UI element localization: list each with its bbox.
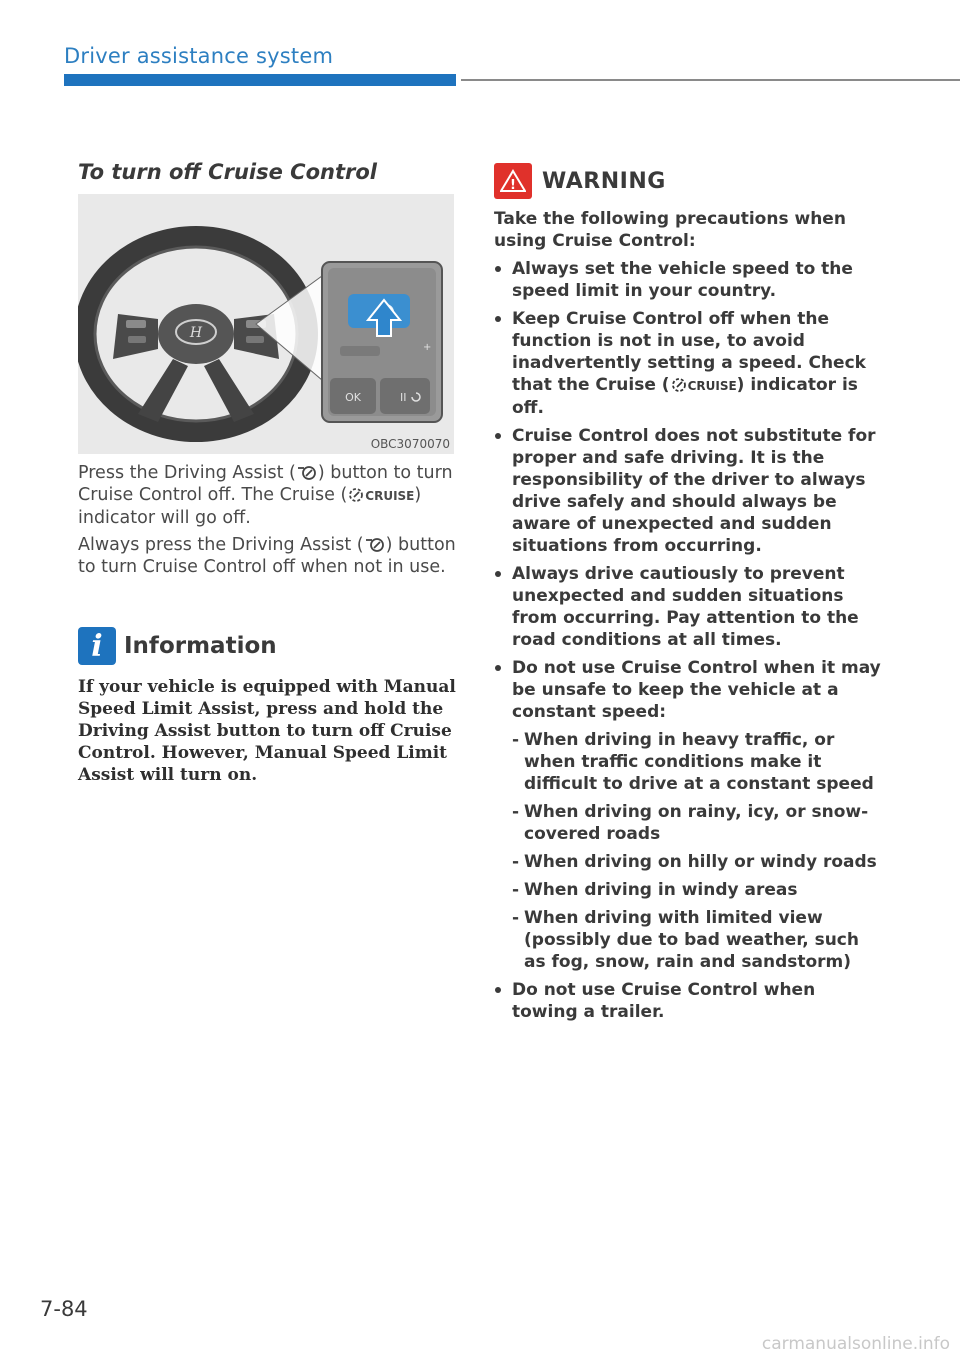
warning-badge-glyph: ! (510, 178, 516, 193)
svg-text:II: II (400, 391, 407, 404)
information-title: Information (124, 633, 277, 659)
para2-text-a: Always press the Driving Assist ( (78, 535, 364, 555)
paragraph-press-driving-assist (78, 462, 458, 529)
warning-subitem: - When driving on rainy, icy, or snow-covered roads (512, 802, 869, 844)
warning-item: Do not use Cruise Control when towing a trailer. (494, 979, 884, 1023)
watermark: carmanualsonline.info (761, 1334, 950, 1354)
warning-item-text-b: ) indicator is off. (512, 375, 858, 418)
para2-text-b: ) button to turn Cruise Control off when not in use. (78, 535, 456, 577)
para1-text-c: ) indicator will go off. (78, 485, 422, 528)
warning-item: Always set the vehicle speed to the speed limit in your country. (494, 258, 884, 302)
warning-subitem: - When driving in windy areas (512, 880, 798, 900)
warning-item-text: Do not use Cruise Control when it may be unsafe to keep the vehicle at a constant speed: (512, 658, 881, 722)
warning-item (494, 308, 884, 419)
section-title: To turn off Cruise Control (78, 160, 377, 184)
inset-ok-label: OK (345, 391, 361, 404)
warning-triangle-icon (494, 163, 532, 199)
information-heading (78, 626, 277, 666)
warning-intro: Take the following precautions when using Cruise Control: (494, 209, 846, 251)
warning-item (494, 657, 884, 973)
warning-subitem: - When driving in heavy traffic, or when traffic conditions make it difficult to drive at a constant speed (512, 730, 874, 794)
warning-body (494, 208, 884, 1029)
figure-caption: OBC3070070 (370, 437, 450, 451)
cruise-label: CRUISE (365, 489, 415, 503)
page-number: 7-84 (40, 1297, 88, 1321)
steering-wheel-illustration (78, 194, 454, 454)
header-accent-bar (64, 74, 456, 86)
driving-assist-icon (296, 463, 318, 481)
warning-heading (494, 162, 666, 200)
running-header: Driver assistance system (64, 44, 334, 68)
warning-item: Always drive cautiously to prevent unexpected and sudden situations from occurring. Pay attention to the road conditions at all times. (494, 563, 884, 651)
steering-wheel-figure (78, 194, 454, 454)
warning-subitem: - When driving on hilly or windy roads (512, 852, 877, 872)
header-rule (461, 79, 960, 81)
para1-text-a: Press the Driving Assist ( (78, 463, 296, 483)
warning-sublist (512, 729, 884, 973)
warning-item: Cruise Control does not substitute for proper and safe driving. It is the responsibility of the driver to always drive safely and should always be aware of unexpected and sudden situations from occurring. (494, 425, 884, 557)
warning-title: WARNING (542, 168, 666, 194)
paragraph-always-press (78, 534, 458, 578)
warning-subitem: - When driving with limited view (possibly due to bad weather, such as fog, snow, rain and sandstorm) (512, 908, 859, 972)
warning-item-text-a: Keep Cruise Control off when the function is not in use, to avoid inadvertently setting a speed. Check that the Cruise ( (512, 309, 866, 395)
cruise-label: CRUISE (687, 379, 737, 393)
cruise-indicator-icon (347, 485, 365, 503)
information-body: If your vehicle is equipped with Manual Speed Limit Assist, press and hold the Driving Assist button to turn off Cruise Control. However, Manual Speed Limit Assist will turn on. (78, 677, 456, 785)
svg-text:H: H (189, 325, 203, 341)
warning-list (494, 258, 884, 1023)
driving-assist-icon (364, 535, 386, 553)
cruise-indicator-icon (670, 375, 688, 393)
info-icon: i (78, 627, 116, 665)
para1-text-b: ) button to turn Cruise Control off. The Cruise ( (78, 463, 453, 505)
svg-text:+: + (423, 342, 432, 353)
